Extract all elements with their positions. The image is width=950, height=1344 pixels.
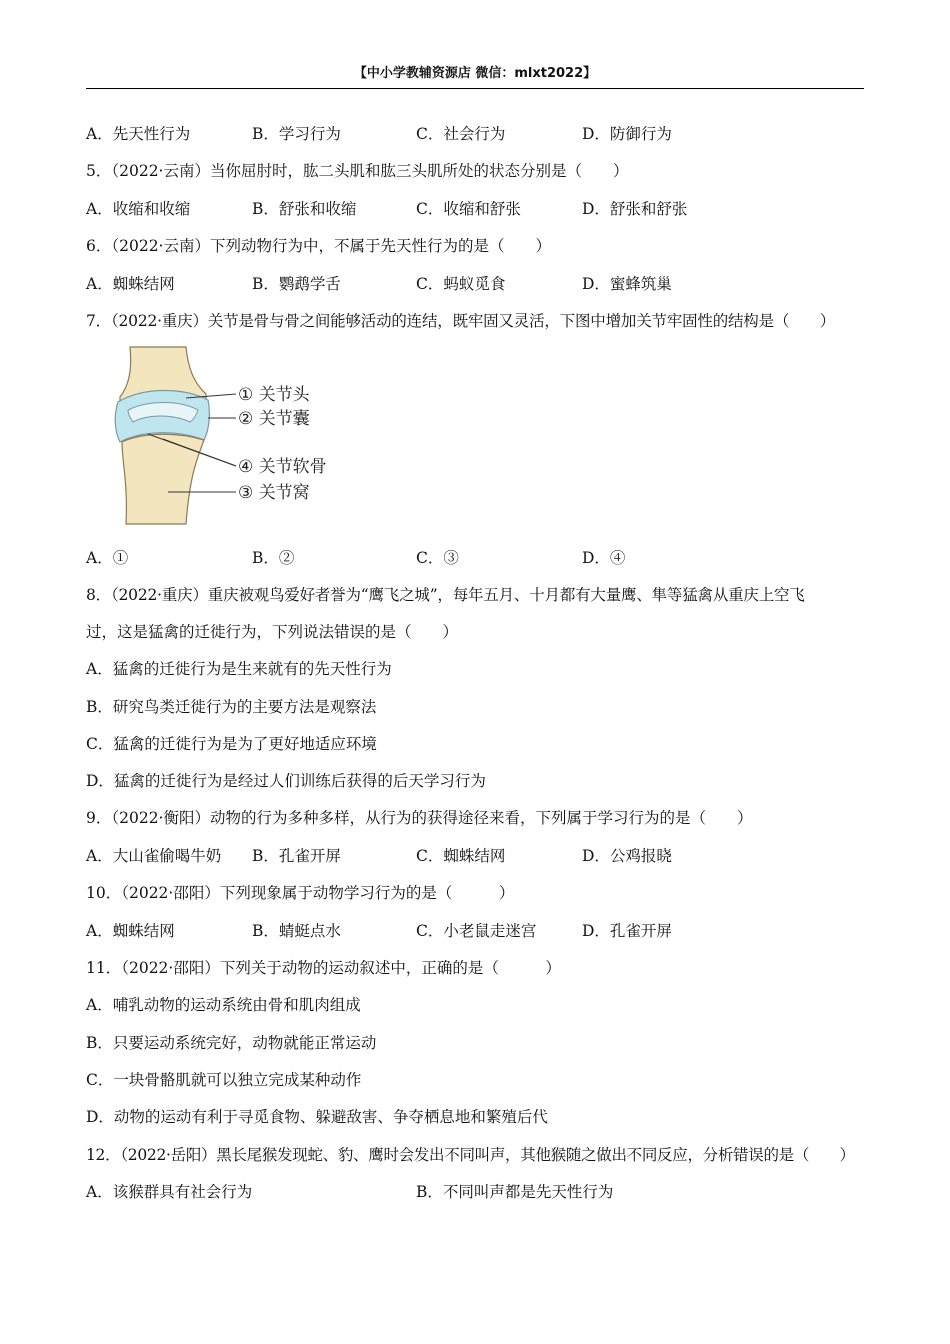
q7-option-b: B．②: [252, 549, 295, 567]
q9-option-d: D．公鸡报晓: [582, 847, 672, 865]
q9-option-c: C．蜘蛛结网: [416, 847, 506, 865]
q4-option-d: D．防御行为: [582, 125, 672, 143]
q12-option-a: A．该猴群具有社会行为: [86, 1183, 253, 1201]
q10-option-c: C．小老鼠走迷宫: [416, 922, 537, 940]
q10-option-b: B．蜻蜓点水: [252, 922, 341, 940]
q6-option-d: D．蜜蜂筑巢: [582, 275, 672, 293]
q11-option-d: D．动物的运动有利于寻觅食物、躲避敌害、争夺栖息地和繁殖后代: [86, 1108, 548, 1126]
label-joint-cartilage: ④ 关节软骨: [238, 457, 327, 477]
q5-option-b: B．舒张和收缩: [252, 200, 357, 218]
q8-option-a: A．猛禽的迁徙行为是生来就有的先天性行为: [86, 660, 392, 678]
q4-option-b: B．学习行为: [252, 125, 341, 143]
q5-stem: 5．（2022·云南）当你屈肘时，肱二头肌和肱三头肌所处的状态分别是（ ）: [86, 162, 629, 180]
q4-option-c: C．社会行为: [416, 125, 506, 143]
q10-stem: 10．（2022·邵阳）下列现象属于动物学习行为的是（ ）: [86, 884, 515, 902]
label-joint-head: ① 关节头: [238, 385, 310, 405]
q6-option-c: C．蚂蚁觅食: [416, 275, 506, 293]
q9-option-b: B．孔雀开屏: [252, 847, 341, 865]
page-header: 【中小学教辅资源店 微信：mlxt2022】: [353, 66, 597, 81]
q7-option-d: D．④: [582, 549, 626, 567]
label-joint-capsule: ② 关节囊: [238, 409, 310, 429]
q5-option-c: C．收缩和舒张: [416, 200, 521, 218]
q8-stem-line2: 过，这是猛禽的迁徙行为，下列说法错误的是（ ）: [86, 623, 459, 641]
header-rule: [86, 88, 864, 89]
q10-option-d: D．孔雀开屏: [582, 922, 672, 940]
q7-option-a: A．①: [86, 549, 129, 567]
q12-stem: 12．（2022·岳阳）黑长尾猴发现蛇、豹、鹰时会发出不同叫声，其他猴随之做出不同反应，分析错误的是（ ）: [86, 1146, 855, 1164]
q12-option-b: B．不同叫声都是先天性行为: [416, 1183, 614, 1201]
q7-stem: 7．（2022·重庆）关节是骨与骨之间能够活动的连结，既牢固又灵活，下图中增加关节牢固性的结构是（ ）: [86, 312, 836, 330]
q5-option-a: A．收缩和收缩: [86, 200, 191, 218]
q8-option-b: B．研究鸟类迁徙行为的主要方法是观察法: [86, 698, 377, 716]
q9-stem: 9．（2022·衡阳）动物的行为多种多样，从行为的获得途径来看，下列属于学习行为的是（ ）: [86, 809, 753, 827]
q11-option-a: A．哺乳动物的运动系统由骨和肌肉组成: [86, 996, 361, 1014]
q5-option-d: D．舒张和舒张: [582, 200, 688, 218]
q11-option-b: B．只要运动系统完好，动物就能正常运动: [86, 1034, 377, 1052]
q8-option-c: C．猛禽的迁徙行为是为了更好地适应环境: [86, 735, 377, 753]
q8-stem-line1: 8．（2022·重庆）重庆被观鸟爱好者誉为“鹰飞之城”，每年五月、十月都有大量鹰、隼等猛禽从重庆上空飞: [86, 586, 805, 604]
label-joint-socket: ③ 关节窝: [238, 483, 310, 503]
q6-stem: 6．（2022·云南）下列动物行为中，不属于先天性行为的是（ ）: [86, 237, 551, 255]
q11-stem: 11．（2022·邵阳）下列关于动物的运动叙述中，正确的是（ ）: [86, 959, 561, 977]
q8-option-d: D．猛禽的迁徙行为是经过人们训练后获得的后天学习行为: [86, 772, 486, 790]
joint-structure-diagram: [108, 342, 348, 527]
q6-option-b: B．鹦鹉学舌: [252, 275, 341, 293]
q11-option-c: C．一块骨骼肌就可以独立完成某种动作: [86, 1071, 362, 1089]
q6-option-a: A．蜘蛛结网: [86, 275, 175, 293]
q9-option-a: A．大山雀偷喝牛奶: [86, 847, 222, 865]
q10-option-a: A．蜘蛛结网: [86, 922, 175, 940]
q7-option-c: C．③: [416, 549, 459, 567]
q4-option-a: A．先天性行为: [86, 125, 191, 143]
